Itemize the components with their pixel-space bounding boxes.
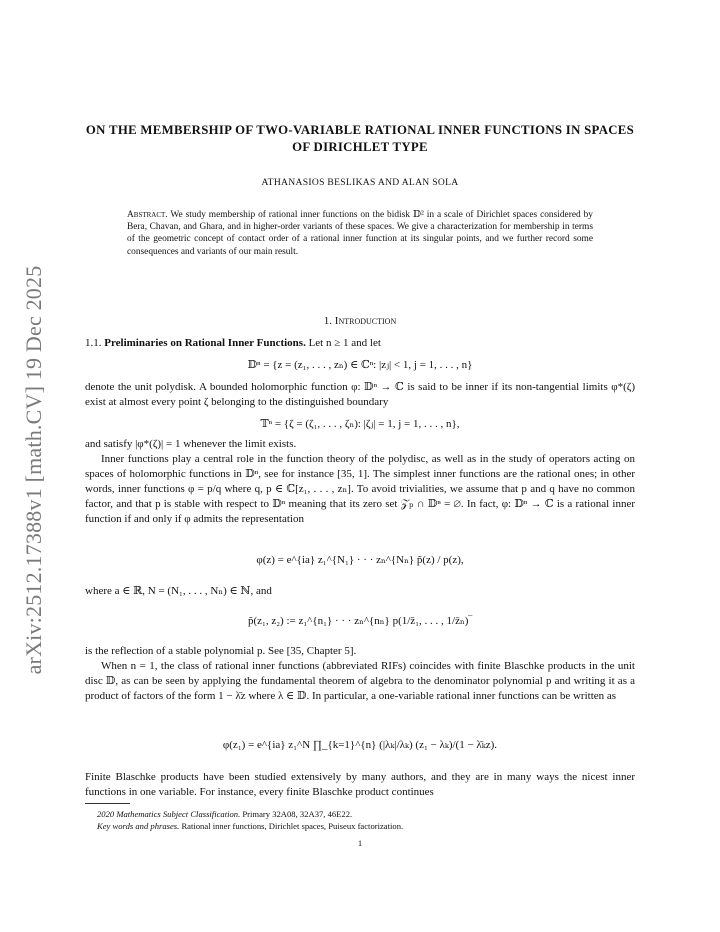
- paper-title: ON THE MEMBERSHIP OF TWO-VARIABLE RATIONAL INNER FUNCTIONS IN SPACES OF DIRICHLET TYPE: [85, 123, 635, 154]
- footnote-msc-text: Primary 32A08, 32A37, 46E22.: [242, 809, 353, 819]
- page-number: 1: [357, 838, 363, 848]
- abstract: [127, 209, 593, 258]
- equation-representation: φ(z) = e^{ia} z₁^{N₁} · · · zₙ^{Nₙ} p̃(z) / p(z),: [256, 554, 464, 566]
- paragraph-finite-blaschke: [85, 770, 635, 800]
- paragraph-text: Inner functions play a central role in the function theory of the polydisc, as well as in the study of operators acting on spaces of holomorphic functions in 𝔻ⁿ, see for instance [35, 1]. The simplest inner functions are the rational ones; in other words, inner functions φ = p/q where q, p ∈ ℂ[z₁, . . . , zₙ]. To avoid trivialities, we assume that p and q have no common factor, and that p is stable with respect to 𝔻ⁿ meaning that its zero set 𝒵ₚ ∩ 𝔻ⁿ = ∅. In fact, φ: 𝔻ⁿ → ℂ is a rational inner function if and only if φ admits the representation: [85, 453, 635, 525]
- subsection-number: 1.1.: [85, 337, 102, 349]
- paragraph-text: Finite Blaschke products have been studied extensively by many authors, and they are in many ways the nicest inner functions in one variable. For instance, every finite Blaschke product continues: [85, 771, 635, 798]
- abstract-text: We study membership of rational inner functions on the bidisk 𝔻² in a scale of Dirichlet spaces considered by Bera, Chavan, and Ghara, and in higher-order variants of these spaces. We give a characterization for membership in terms of the geometric concept of contact order of a rational inner function at its singular points, and we further record some consequences and variants of our main result.: [127, 210, 593, 257]
- equation-blaschke: φ(z₁) = e^{ia} z₁^N ∏_{k=1}^{n} (|λₖ|/λₖ) (z₁ − λₖ)/(1 − λ̄ₖz).: [222, 739, 498, 751]
- abstract-label: Abstract.: [127, 210, 168, 220]
- paragraph-inner-definition: [85, 380, 635, 410]
- arxiv-side-label: [18, 250, 50, 690]
- paragraph-text: is the reflection of a stable polynomial p. See [35, Chapter 5].: [85, 645, 357, 657]
- arxiv-identifier: arXiv:2512.17388v1 [math.CV] 19 Dec 2025: [21, 265, 46, 675]
- paragraph-inner-functions: [85, 452, 635, 527]
- subsection-title: Preliminaries on Rational Inner Functions.: [104, 337, 306, 349]
- paragraph-text: denote the unit polydisk. A bounded holomorphic function φ: 𝔻ⁿ → ℂ is said to be inner if its non-tangential limits φ*(ζ) exist at almost every point ζ belonging to the distinguished boundary: [85, 381, 635, 408]
- paragraph-text: where a ∈ ℝ, N = (N₁, . . . , Nₙ) ∈ ℕ, and: [85, 585, 272, 597]
- footnote-keywords-label: Key words and phrases.: [97, 821, 180, 831]
- footnote-rule: [85, 803, 130, 804]
- paragraph-blaschke: [85, 659, 635, 704]
- paragraph-unimodular: [85, 437, 635, 452]
- section-heading: 1. Introduction: [323, 315, 397, 327]
- paragraph-text: and satisfy |φ*(ζ)| = 1 whenever the limit exists.: [85, 438, 297, 450]
- paragraph-reflection: [85, 644, 635, 659]
- equation-reflection: p̃(z₁, z₂) := z₁^{n₁} · · · zₙ^{nₙ} p(1/z̄₁, . . . , 1/z̄ₙ)‾: [247, 615, 473, 627]
- footnote-msc: [85, 808, 635, 820]
- subsection-lead: Let n ≥ 1 and let: [308, 337, 381, 349]
- paragraph-text: When n = 1, the class of rational inner functions (abbreviated RIFs) coincides with finite Blaschke products in the unit disc 𝔻, as can be seen by applying the fundamental theorem of algebra to the denominator polynomial p and writing it as a product of factors of the form 1 − λ̄z where λ ∈ 𝔻. In particular, a one-variable rational inner functions can be written as: [85, 660, 635, 702]
- paragraph-where: [85, 584, 635, 599]
- subsection-heading-line: [85, 336, 635, 351]
- footnote-msc-label: 2020 Mathematics Subject Classification.: [97, 809, 241, 819]
- footnotes: [85, 808, 635, 832]
- equation-torus: 𝕋ⁿ = {ζ = (ζ₁, . . . , ζₙ): |ζⱼ| = 1, j = 1, . . . , n},: [260, 418, 460, 430]
- paper-authors: ATHANASIOS BESLIKAS AND ALAN SOLA: [261, 177, 459, 188]
- footnote-keywords: [85, 820, 635, 832]
- equation-polydisk: 𝔻ⁿ = {z = (z₁, . . . , zₙ) ∈ ℂⁿ: |zⱼ| < 1, j = 1, . . . , n}: [247, 359, 473, 371]
- footnote-keywords-text: Rational inner functions, Dirichlet spaces, Puiseux factorization.: [181, 821, 404, 831]
